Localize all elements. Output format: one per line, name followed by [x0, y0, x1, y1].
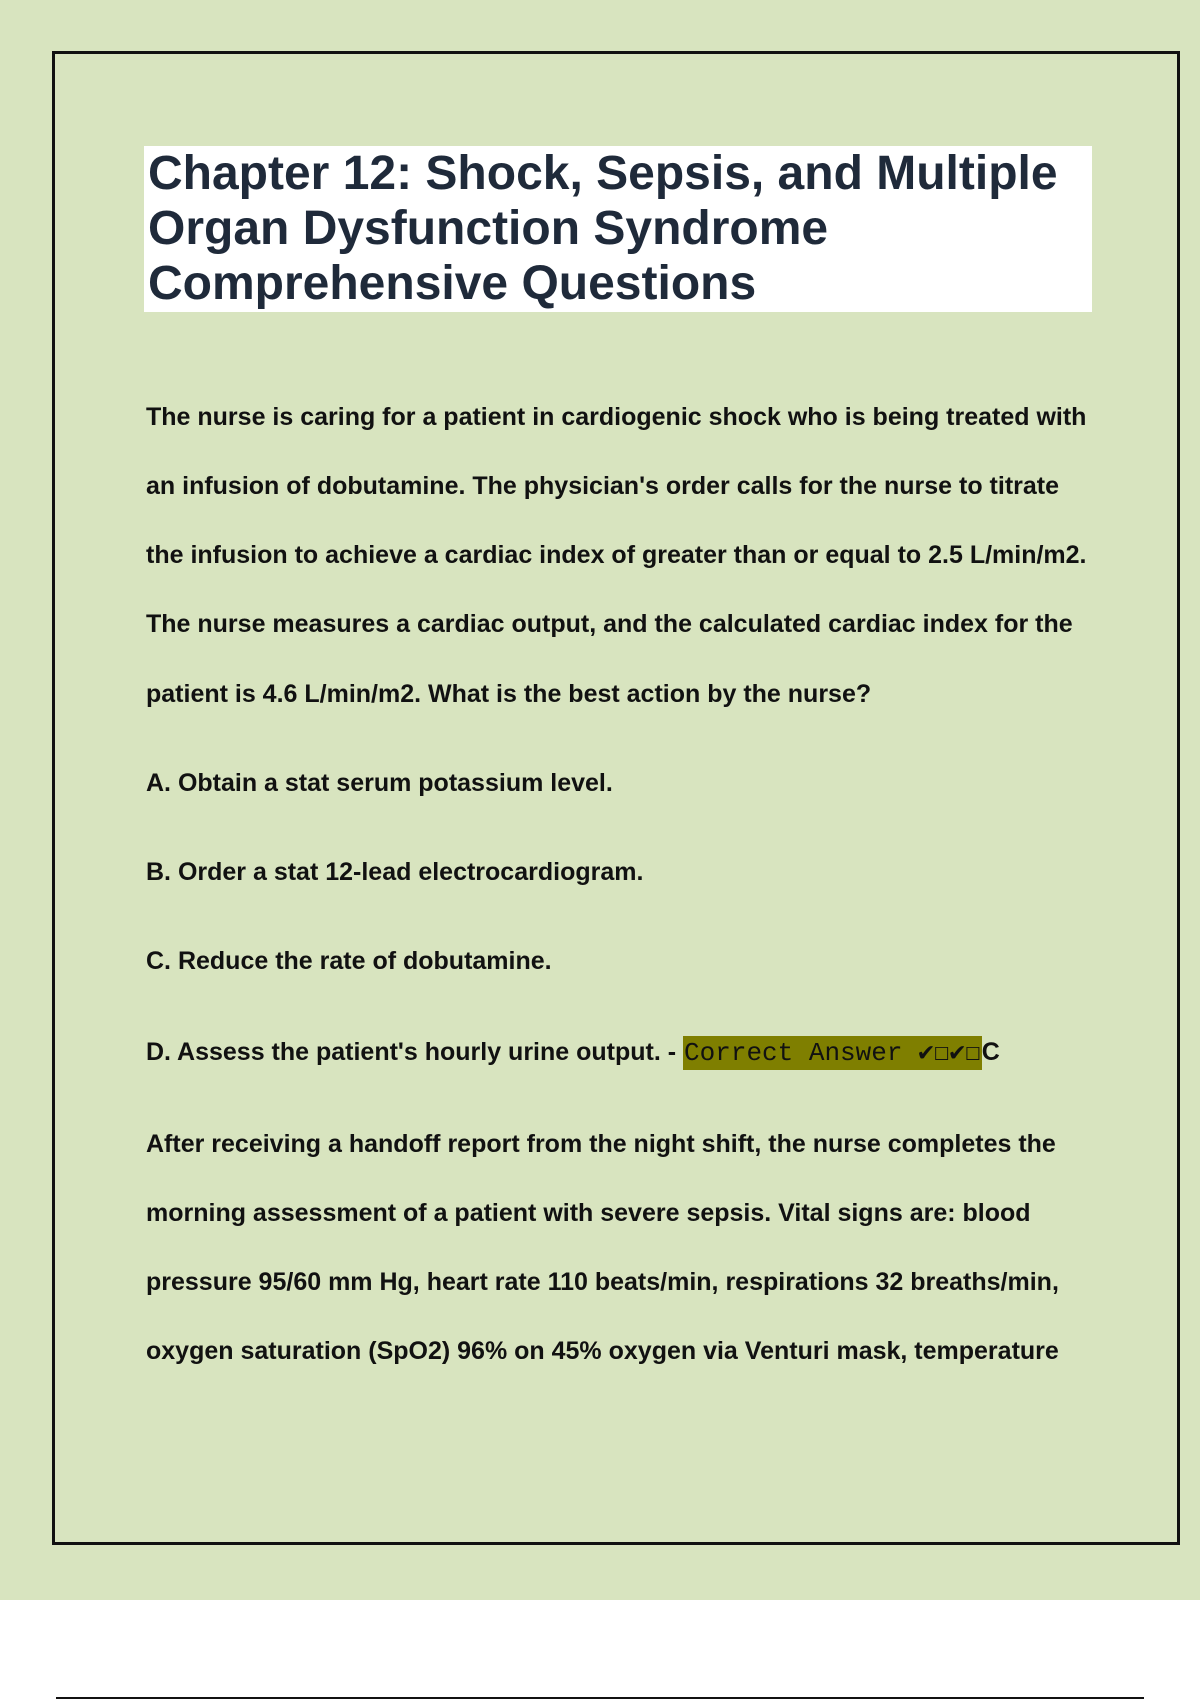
correct-answer-letter: C [981, 1038, 1000, 1066]
question1-line: an infusion of dobutamine. The physician's order calls for the nurse to titrate [146, 472, 1060, 500]
option-d [146, 1037, 1000, 1068]
question2-line: morning assessment of a patient with severe sepsis. Vital signs are: blood [146, 1199, 1031, 1227]
question2-line: oxygen saturation (SpO2) 96% on 45% oxygen via Venturi mask, temperature [146, 1337, 1059, 1365]
footer-rule [56, 1697, 1144, 1699]
question1-line: patient is 4.6 L/min/m2. What is the best action by the nurse? [146, 680, 872, 708]
option-c: C. Reduce the rate of dobutamine. [146, 947, 552, 975]
title-line: Chapter 12: Shock, Sepsis, and Multiple [148, 147, 1058, 200]
chapter-title [144, 146, 1092, 312]
option-a: A. Obtain a stat serum potassium level. [146, 769, 613, 797]
correct-answer-highlight: Correct Answer ✔☐✔☐ [684, 1038, 981, 1068]
option-b: B. Order a stat 12-lead electrocardiogram. [146, 858, 644, 886]
title-line: Comprehensive Questions [148, 257, 757, 310]
question2-line: pressure 95/60 mm Hg, heart rate 110 beats/min, respirations 32 breaths/min, [146, 1268, 1059, 1296]
option-d-text: D. Assess the patient's hourly urine output. - [146, 1038, 684, 1066]
title-line: Organ Dysfunction Syndrome [148, 202, 829, 255]
question2-line: After receiving a handoff report from the night shift, the nurse completes the [146, 1130, 1056, 1158]
question1-line: The nurse is caring for a patient in cardiogenic shock who is being treated with [146, 403, 1087, 431]
question1-line: The nurse measures a cardiac output, and the calculated cardiac index for the [146, 610, 1073, 638]
question1-line: the infusion to achieve a cardiac index of greater than or equal to 2.5 L/min/m2. [146, 541, 1087, 569]
